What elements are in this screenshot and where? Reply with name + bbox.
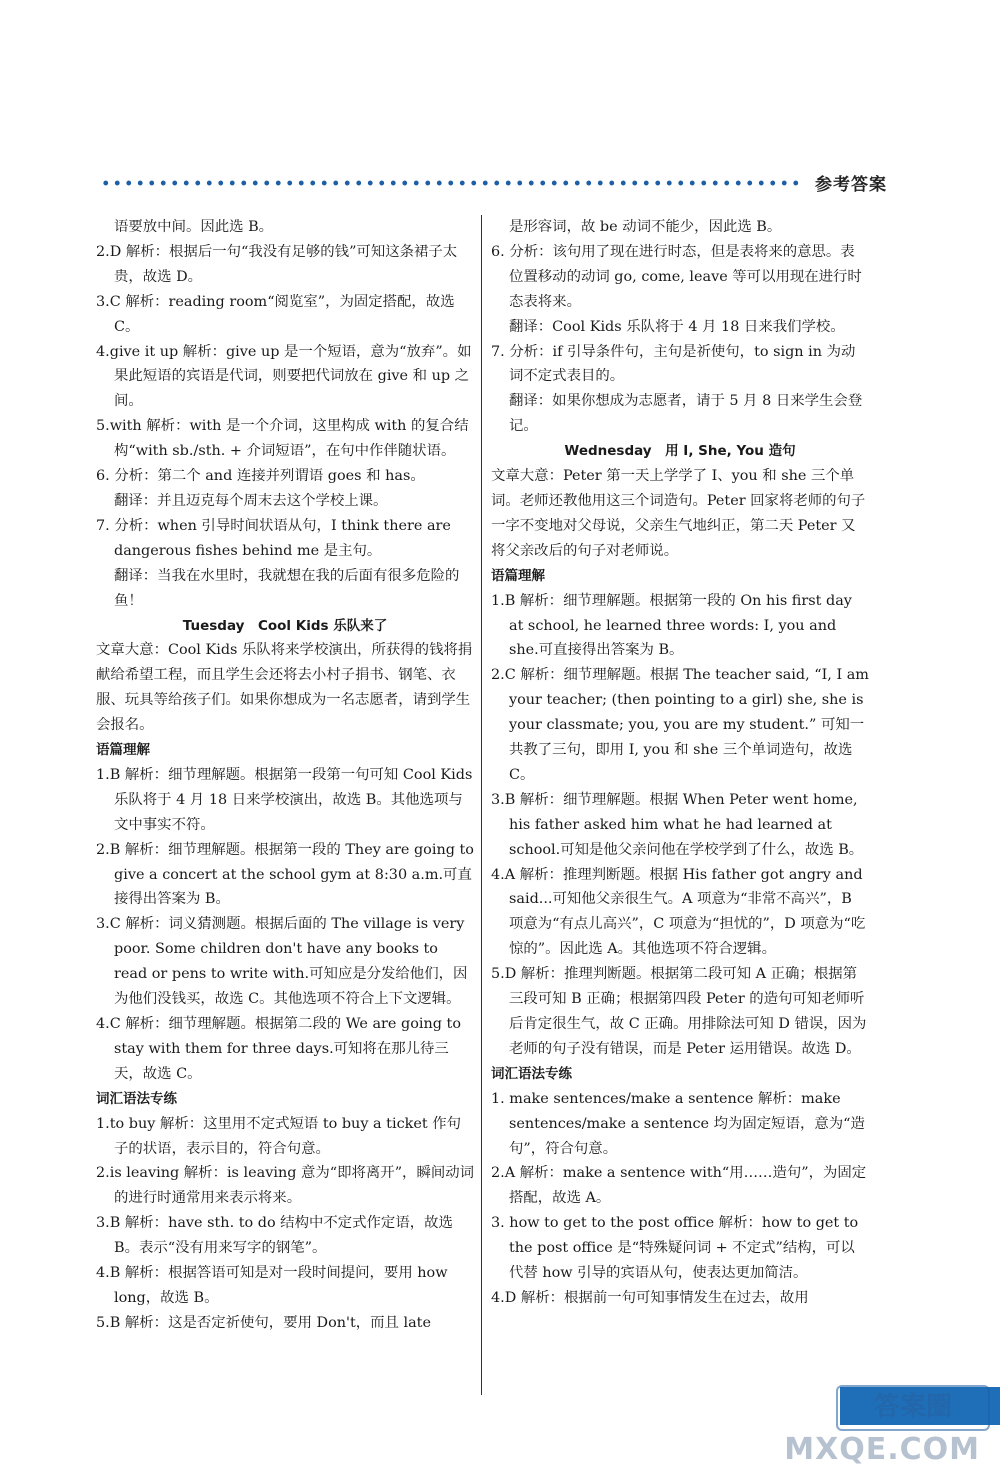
answer-item bbox=[491, 1087, 869, 1162]
answer-item bbox=[96, 464, 474, 489]
answer-number: 1.to buy bbox=[96, 1115, 156, 1132]
answer-text: 解析：have sth. to do 结构中不定式作定语，故选 B。表示“没有用来写字的钢笔”。 bbox=[114, 1215, 453, 1257]
answer-text: 解析：词义猜测题。根据后面的 The village is very poor. Some children don't have any books to read or pens to write with.可知应是分发给他们，因为他们没钱买，故选 C。其他选项不符合上下文逻辑。 bbox=[114, 916, 468, 1008]
answer-number: 4.B bbox=[96, 1265, 121, 1282]
answer-text: 解析：根据后一句“我没有足够的钱”可知这条裙子太贵，故选 D。 bbox=[114, 243, 458, 285]
answer-item bbox=[491, 589, 869, 664]
section-heading: 语篇理解 bbox=[96, 742, 150, 759]
answer-item bbox=[96, 912, 474, 1012]
answer-item bbox=[96, 414, 474, 464]
answer-number: 2.D bbox=[96, 243, 122, 260]
answer-item bbox=[96, 1261, 474, 1311]
answer-text: 解析：推理判断题。根据第二段可知 A 正确；根据第三段可知 B 正确；根据第四段 Peter 的造句可知老师听后肯定很生气，故 C 正确。用排除法可知 D 错误，因为老师的句子没有错误，而是 Peter 运用错误。故选 D。 bbox=[509, 966, 867, 1057]
answer-number: 1. make sentences/make a sentence bbox=[491, 1090, 754, 1107]
answer-text: 翻译：并且迈克每个周末去这个学校上课。 bbox=[114, 492, 388, 509]
answer-text: 解析：make sentences/make a sentence 均为固定短语，意为“造句”，符合句意。 bbox=[509, 1090, 865, 1157]
answer-item bbox=[96, 763, 474, 838]
answer-text: 解析：give up 是一个短语，意为“放弃”。如果此短语的宾语是代词，则要把代词放在 give 和 up 之间。 bbox=[114, 343, 472, 410]
answer-item bbox=[96, 1012, 474, 1087]
answer-number: 4.C bbox=[96, 1016, 121, 1032]
answer-number: 5.D bbox=[491, 966, 517, 983]
answer-item bbox=[96, 340, 474, 415]
answer-text: 解析：细节理解题。根据 The teacher said, “I, I am your teacher; (then pointing to a girl) she, she is your classmate; you, you are my student.” 可知一共教了三句，即用 I, you 和 she 三个单词造句，故选 C。 bbox=[509, 667, 869, 783]
answer-text: 解析：根据前一句可知事情发生在过去，故用 bbox=[520, 1289, 809, 1306]
answer-item bbox=[491, 788, 869, 863]
answer-number: 2.B bbox=[96, 841, 121, 858]
page-header-title: 参考答案 bbox=[815, 175, 887, 195]
answer-text: 分析：该句用了现在进行时态，但是表将来的意思。表位置移动的动词 go, come, leave 等可以用现在进行时态表将来。 bbox=[509, 243, 862, 310]
answer-number: 7. bbox=[491, 343, 505, 360]
left-column bbox=[96, 215, 474, 1336]
answer-number: 5.B bbox=[96, 1314, 121, 1331]
answer-item bbox=[96, 1211, 474, 1261]
watermark-url: MXQE.COM bbox=[784, 1432, 980, 1467]
answer-text: 解析：with 是一个介词，这里构成 with 的复合结构“with sb./sth. + 介词短语”，在句中作伴随状语。 bbox=[114, 418, 469, 460]
answer-text: 解析：is leaving 意为“即将离开”，瞬间动词的进行时通常用来表示将来。 bbox=[114, 1165, 475, 1207]
answer-text: 语要放中间。因此选 B。 bbox=[114, 219, 274, 235]
answer-number: 3.B bbox=[96, 1215, 121, 1232]
answer-text: 解析：细节理解题。根据第一段的 On his first day at school, he learned three words: I, you and she.可直接得出答案为 B。 bbox=[509, 592, 852, 659]
answer-number: 2.C bbox=[491, 667, 516, 684]
answer-text: 解析：这里用不定式短语 to buy a ticket 作句子的状语，表示目的，符合句意。 bbox=[114, 1115, 462, 1157]
answer-number: 5.with bbox=[96, 418, 142, 435]
answer-text: 解析：根据答语可知是对一段时间提问，要用 how long，故选 B。 bbox=[114, 1265, 448, 1306]
answer-item bbox=[491, 962, 869, 1062]
answer-text: 分析：when 引导时间状语从句，I think there are dangerous fishes behind me 是主句。 bbox=[114, 517, 451, 559]
answer-text: 翻译：如果你想成为志愿者，请于 5 月 8 日来学生会登记。 bbox=[509, 393, 863, 435]
answer-number: 3.C bbox=[96, 293, 121, 310]
answer-item bbox=[96, 1161, 474, 1211]
lesson-title: Tuesday Cool Kids 乐队来了 bbox=[182, 617, 388, 634]
answer-text: 解析：细节理解题。根据第一段第一句可知 Cool Kids 乐队将于 4 月 18 日来学校演出，故选 B。其他选项与文中事实不符。 bbox=[114, 766, 473, 833]
answer-text: 是形容词，故 be 动词不能少，因此选 B。 bbox=[509, 219, 782, 235]
answer-text: 文章大意：Peter 第一天上学学了 I、you 和 she 三个单词。老师还教他用这三个词造句。Peter 回家将老师的句子一字不变地对父母说，父亲生气地纠正，第二天 Peter 又将父亲改后的句子对老师说。 bbox=[491, 468, 866, 559]
answer-item bbox=[491, 240, 869, 315]
answer-number: 4.A bbox=[491, 866, 516, 883]
answer-text: 解析：细节理解题。根据 When Peter went home, his father asked him what he had learned at school.可知是他父亲问他在学校学到了什么，故选 B。 bbox=[509, 791, 864, 858]
header-dotted-rule bbox=[100, 178, 800, 188]
answer-item bbox=[491, 663, 869, 788]
answer-number: 1.B bbox=[491, 592, 516, 609]
answer-item bbox=[491, 1211, 869, 1286]
answer-item bbox=[96, 1112, 474, 1162]
answer-item bbox=[96, 514, 474, 564]
watermark-logo: 答案圈 bbox=[836, 1385, 990, 1431]
answer-number: 2.A bbox=[491, 1165, 516, 1182]
answer-item bbox=[96, 290, 474, 340]
answer-text: 分析：if 引导条件句，主句是祈使句，to sign in 为动词不定式表目的。 bbox=[509, 343, 856, 385]
answer-number: 1.B bbox=[96, 766, 121, 783]
right-column bbox=[491, 215, 869, 1311]
answer-item bbox=[491, 863, 869, 963]
answer-text: 解析：how to get to the post office 是“特殊疑问词 + 不定式”结构，可以代替 how 引导的宾语从句，使表达更加简洁。 bbox=[509, 1215, 859, 1282]
answer-item bbox=[96, 1311, 474, 1336]
section-heading: 词汇语法专练 bbox=[491, 1065, 572, 1082]
answer-number: 6. bbox=[96, 468, 110, 485]
answer-number: 3. how to get to the post office bbox=[491, 1215, 715, 1232]
answer-number: 2.is leaving bbox=[96, 1165, 180, 1182]
answer-text: 翻译：Cool Kids 乐队将于 4 月 18 日来我们学校。 bbox=[509, 318, 845, 335]
answer-text: 解析：这是否定祈使句，要用 Don't，而且 late bbox=[124, 1314, 431, 1331]
answer-text: 解析：make a sentence with“用……造句”，为固定搭配，故选 A。 bbox=[509, 1165, 867, 1207]
answer-item bbox=[491, 340, 869, 390]
answer-number: 4.give it up bbox=[96, 343, 179, 360]
answer-number: 3.B bbox=[491, 791, 516, 808]
answer-number: 6. bbox=[491, 243, 505, 260]
answer-text: 翻译：当我在水里时，我就想在我的后面有很多危险的鱼！ bbox=[114, 567, 460, 609]
answer-text: 解析：细节理解题。根据第一段的 They are going to give a concert at the school gym at 8:30 a.m.可直接得出答案为 B。 bbox=[114, 841, 474, 908]
answer-text: 文章大意：Cool Kids 乐队将来学校演出，所获得的钱将捐献给希望工程，而且学生会还将去小村子捐书、钢笔、衣服、玩具等给孩子们。如果你想成为一名志愿者，请到学生会报名。 bbox=[96, 642, 473, 734]
answer-text: 分析：第二个 and 连接并列谓语 goes 和 has。 bbox=[114, 468, 425, 485]
answer-item bbox=[491, 1286, 869, 1311]
answer-item bbox=[96, 240, 474, 290]
section-heading: 词汇语法专练 bbox=[96, 1090, 177, 1107]
answer-number: 3.C bbox=[96, 916, 121, 933]
column-divider bbox=[481, 215, 482, 1395]
answer-text: 解析：推理判断题。根据 His father got angry and said...可知他父亲很生气。A 项意为“非常不高兴”，B 项意为“有点儿高兴”，C 项意为“担忧的”，D 项意为“吃惊的”。因此选 A。其他选项不符合逻辑。 bbox=[509, 866, 866, 958]
answer-number: 7. bbox=[96, 517, 110, 534]
answer-item bbox=[491, 1161, 869, 1211]
answer-text: 解析：细节理解题。根据第二段的 We are going to stay with them for three days.可知将在那儿待三天，故选 C。 bbox=[114, 1016, 461, 1082]
answer-text: 解析：reading room“阅览室”，为固定搭配，故选 C。 bbox=[114, 293, 455, 335]
lesson-title: Wednesday 用 I, She, You 造句 bbox=[564, 443, 796, 460]
answer-item bbox=[96, 838, 474, 913]
section-heading: 语篇理解 bbox=[491, 567, 545, 584]
answer-number: 4.D bbox=[491, 1289, 517, 1306]
